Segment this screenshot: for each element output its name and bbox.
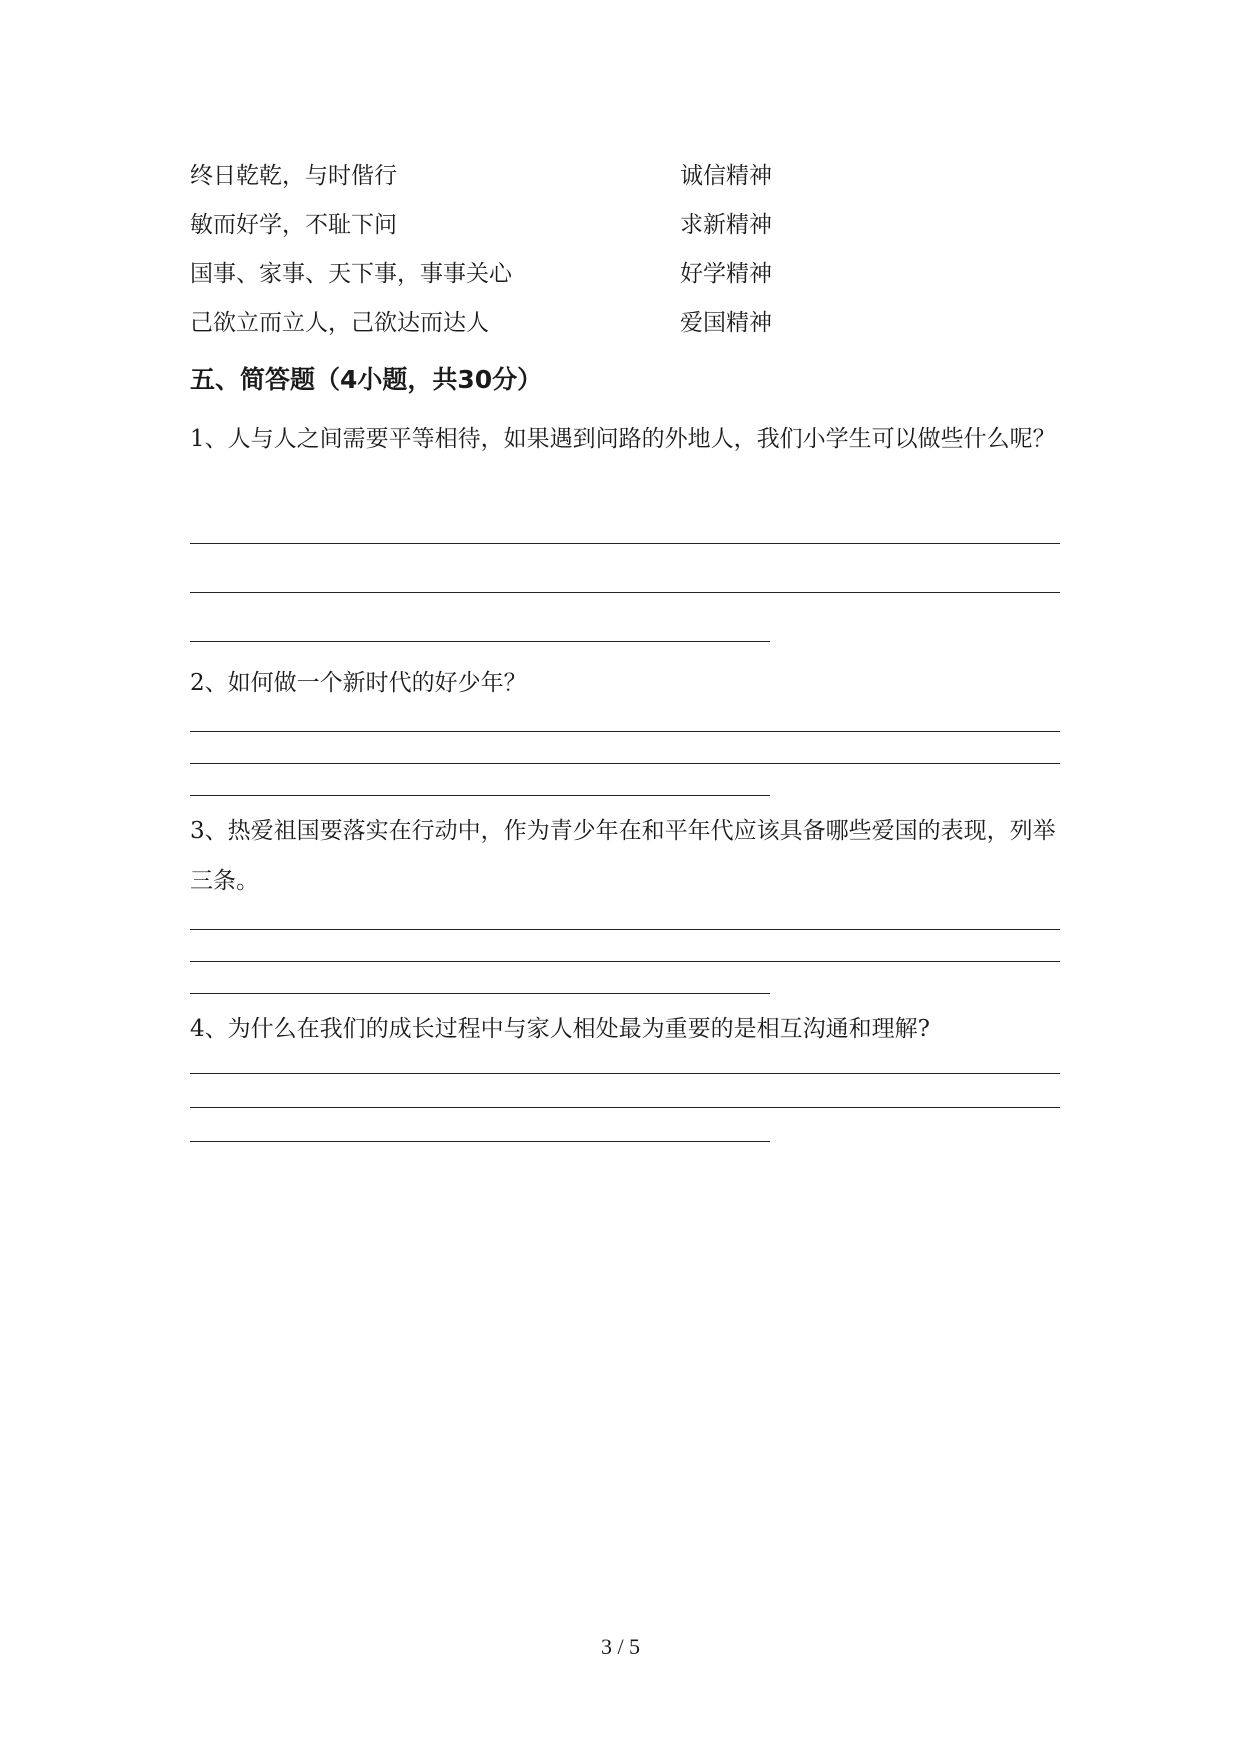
matching-right-item: 求新精神: [680, 212, 772, 238]
matching-left-item: 国事、家事、天下事，事事关心: [190, 261, 512, 287]
matching-row: [190, 205, 1090, 245]
matching-left-item: 敏而好学，不耻下问: [190, 212, 397, 238]
answer-line[interactable]: [190, 763, 1060, 764]
answer-line[interactable]: [190, 592, 1060, 593]
page-number: 3 / 5: [600, 1634, 641, 1659]
answer-line[interactable]: [190, 929, 1060, 930]
matching-right-item: 爱国精神: [680, 310, 772, 336]
answer-line[interactable]: [190, 993, 770, 994]
matching-row: [190, 303, 1090, 343]
matching-right-item: 好学精神: [680, 261, 772, 287]
answer-line[interactable]: [190, 641, 770, 642]
answer-line[interactable]: [190, 1107, 1060, 1108]
question-3: 3、热爱祖国要落实在行动中，作为青少年在和平年代应该具备哪些爱国的表现，列举三条。: [190, 818, 1056, 894]
answer-line[interactable]: [190, 961, 1060, 962]
answer-line[interactable]: [190, 543, 1060, 544]
answer-line[interactable]: [190, 731, 1060, 732]
matching-left-item: 终日乾乾，与时偕行: [190, 163, 397, 189]
answer-line[interactable]: [190, 1073, 1060, 1074]
question-1: 1、人与人之间需要平等相待，如果遇到问路的外地人，我们小学生可以做些什么呢？: [190, 426, 1056, 452]
question-2: 2、如何做一个新时代的好少年？: [190, 670, 527, 696]
section-title: 五、简答题（4小题，共30分）: [190, 365, 543, 394]
answer-line[interactable]: [190, 1141, 770, 1142]
matching-row: [190, 254, 1090, 294]
answer-line[interactable]: [190, 795, 770, 796]
matching-left-item: 己欲立而立人，己欲达而达人: [190, 310, 489, 336]
question-4: 4、为什么在我们的成长过程中与家人相处最为重要的是相互沟通和理解?: [190, 1016, 930, 1042]
matching-row: [190, 156, 1090, 196]
matching-right-item: 诚信精神: [680, 163, 772, 189]
